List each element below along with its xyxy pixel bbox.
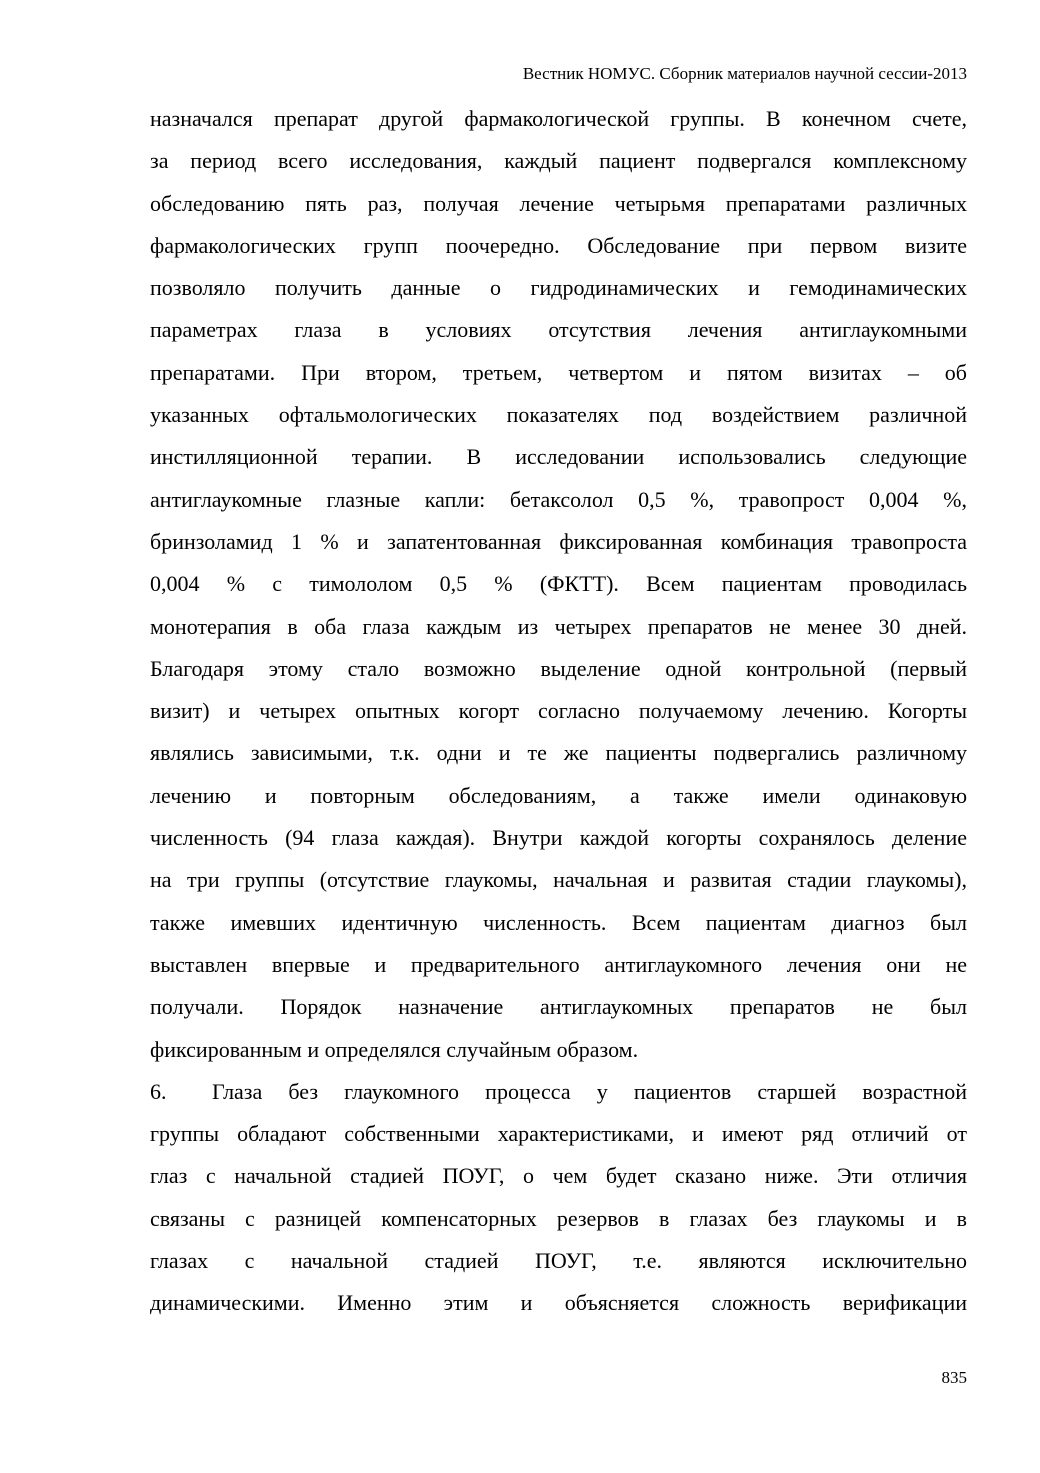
text-line: выставлен впервые и предварительного антиглаукомного лечения они не [150,951,967,977]
text-line: связаны с разницей компенсаторных резервов в глазах без глаукомы и в [150,1205,967,1231]
text-line: указанных офтальмологических показателях под воздействием различной [150,402,967,428]
list-item-first-line [150,1071,967,1113]
paragraph-cohort-design [150,98,967,1071]
list-item-number: 6. [150,1078,167,1104]
text-line: Благодаря этому стало возможно выделение одной контрольной (первый [150,655,967,681]
text-line: назначался препарат другой фармакологической группы. В конечном счете, [150,106,967,131]
list-item-6 [150,1071,967,1325]
text-line: антиглаукомные глазные капли: бетаксолол 0,5 %, травопрост 0,004 %, [150,486,967,512]
text-line: параметрах глаза в условиях отсутствия лечения антиглаукомными [150,317,967,343]
text-line: 0,004 % с тимололом 0,5 % (ФКТТ). Всем пациентам проводилась [150,571,967,597]
text-line: численность (94 глаза каждая). Внутри каждой когорты сохранялось деление [150,825,967,851]
text-line: являлись зависимыми, т.к. одни и те же пациенты подвергались различному [150,740,967,766]
text-line: на три группы (отсутствие глаукомы, начальная и развитая стадии глаукомы), [150,867,967,893]
text-line: динамическими. Именно этим и объясняется сложность верификации [150,1290,967,1316]
list-item-lead-text: Глаза без глаукомного процесса у пациентов старшей возрастной [212,1078,967,1104]
text-line: обследованию пять раз, получая лечение четырьмя препаратами различных [150,190,967,216]
text-line: монотерапия в оба глаза каждым из четырех препаратов не менее 30 дней. [150,613,967,639]
text-line: визит) и четырех опытных когорт согласно получаемому лечению. Когорты [150,698,967,724]
text-line: бринзоламид 1 % и запатентованная фиксированная комбинация травопроста [150,528,967,554]
text-line: группы обладают собственными характеристиками, и имеют ряд отличий от [150,1121,967,1147]
page-number: 835 [941,1368,967,1387]
text-line: фармакологических групп поочередно. Обследование при первом визите [150,232,967,258]
text-line: инстилляционной терапии. В исследовании использовались следующие [150,444,967,470]
text-line: за период всего исследования, каждый пациент подвергался комплексному [150,148,967,174]
text-line: лечению и повторным обследованиям, а также имели одинаковую [150,782,967,808]
text-line: позволяло получить данные о гидродинамических и гемодинамических [150,275,967,301]
text-line: глаз с начальной стадией ПОУГ, о чем будет сказано ниже. Эти отличия [150,1163,967,1189]
text-line: получали. Порядок назначение антиглаукомных препаратов не был [150,994,967,1020]
text-line-last: фиксированным и определялся случайным образом. [150,1036,639,1062]
text-line: также имевших идентичную численность. Всем пациентам диагноз был [150,909,967,935]
running-header: Вестник НОМУС. Сборник материалов научной сессии-2013 [522,64,967,83]
body-text [150,98,967,1325]
text-line: глазах с начальной стадией ПОУГ, т.е. являются исключительно [150,1248,967,1274]
text-line: препаратами. При втором, третьем, четвертом и пятом визитах – об [150,359,967,385]
